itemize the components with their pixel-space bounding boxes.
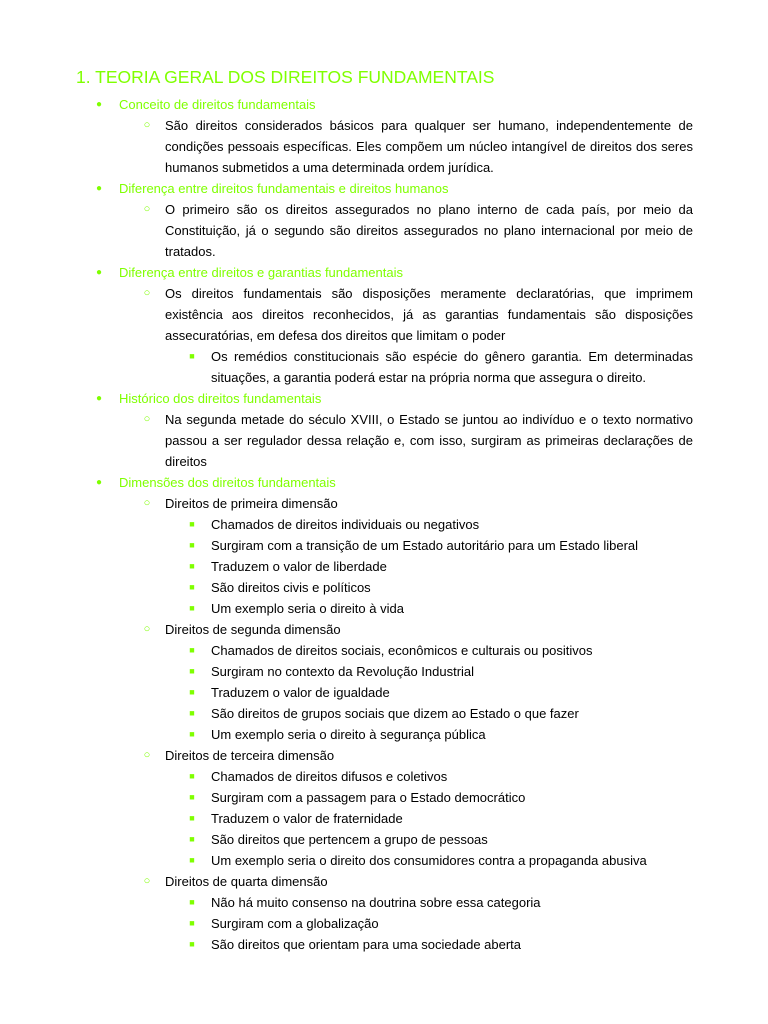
- paragraph-line: tratados.: [165, 244, 216, 259]
- level2-bullet-icon: ○: [143, 119, 151, 131]
- level3-bullet-icon: ■: [189, 351, 195, 361]
- paragraph-line: Na segunda metade do século XVIII, o Estado se juntou ao indivíduo e o texto normativo: [165, 412, 693, 427]
- section-heading-text: Diferença entre direitos e garantias fundamentais: [119, 265, 403, 280]
- paragraph-line: passou a ser regulador dessa relação e, com isso, surgiram as primeiras declarações de: [165, 433, 693, 448]
- section-heading-text: Diferença entre direitos fundamentais e direitos humanos: [119, 181, 449, 196]
- list-item-text: Surgiram com a passagem para o Estado democrático: [211, 790, 526, 805]
- level3-bullet-icon: ■: [189, 939, 195, 949]
- level3-bullet-icon: ■: [189, 645, 195, 655]
- level3-bullet-icon: ■: [189, 666, 195, 676]
- level3-bullet-icon: ■: [189, 540, 195, 550]
- level2-bullet-icon: ○: [143, 287, 151, 299]
- paragraph-line: situações, a garantia poderá estar na própria norma que assegura o direito.: [211, 370, 647, 385]
- level1-bullet-icon: ●: [95, 99, 103, 110]
- paragraph-line: condições pessoais específicas. Eles compõem um núcleo intangível de direitos dos seres: [165, 139, 693, 154]
- level3-bullet-icon: ■: [189, 855, 195, 865]
- level2-bullet-icon: ○: [143, 413, 151, 425]
- level2-bullet-icon: ○: [143, 875, 151, 887]
- paragraph-line: São direitos considerados básicos para qualquer ser humano, independentemente de: [165, 118, 693, 133]
- list-item-text: Chamados de direitos difusos e coletivos: [211, 769, 448, 784]
- level2-bullet-icon: ○: [143, 203, 151, 215]
- list-item-text: Surgiram no contexto da Revolução Industrial: [211, 664, 475, 679]
- level2-bullet-icon: ○: [143, 623, 151, 635]
- list-item-text: Um exemplo seria o direito à segurança pública: [211, 727, 486, 742]
- paragraph-diferenca-humanos: [165, 199, 693, 262]
- level3-bullet-icon: ■: [189, 729, 195, 739]
- level2-bullet-icon: ○: [143, 749, 151, 761]
- level3-bullet-icon: ■: [189, 771, 195, 781]
- list-item-text: Um exemplo seria o direito dos consumidores contra a propaganda abusiva: [211, 853, 647, 868]
- section-heading-text: Dimensões dos direitos fundamentais: [119, 475, 336, 490]
- level3-bullet-icon: ■: [189, 519, 195, 529]
- list-item-label: Direitos de primeira dimensão: [165, 496, 338, 511]
- level3-bullet-icon: ■: [189, 561, 195, 571]
- level3-bullet-icon: ■: [189, 792, 195, 802]
- list-item-text: São direitos civis e políticos: [211, 580, 371, 595]
- list-item-label: Direitos de terceira dimensão: [165, 748, 335, 763]
- list-item-text: Traduzem o valor de fraternidade: [211, 811, 403, 826]
- paragraph-line: O primeiro são os direitos assegurados no plano interno de cada país, por meio da: [165, 202, 693, 217]
- level3-bullet-icon: ■: [189, 582, 195, 592]
- section-heading-text: Conceito de direitos fundamentais: [119, 97, 316, 112]
- list-item-text: Surgiram com a transição de um Estado autoritário para um Estado liberal: [211, 538, 639, 553]
- list-item-text: Não há muito consenso na doutrina sobre essa categoria: [211, 895, 541, 910]
- list-item-text: Traduzem o valor de igualdade: [211, 685, 390, 700]
- level3-bullet-icon: ■: [189, 834, 195, 844]
- section-heading-text: Histórico dos direitos fundamentais: [119, 391, 322, 406]
- list-item-label: Direitos de segunda dimensão: [165, 622, 341, 637]
- paragraph-line: existência aos direitos reconhecidos, já as garantias fundamentais são disposições: [165, 307, 693, 322]
- level1-bullet-icon: ●: [95, 477, 103, 488]
- list-item-label: Direitos de quarta dimensão: [165, 874, 328, 889]
- list-item-text: São direitos que orientam para uma sociedade aberta: [211, 937, 522, 952]
- paragraph-remedios: [211, 346, 693, 388]
- list-item-text: São direitos de grupos sociais que dizem ao Estado o que fazer: [211, 706, 579, 721]
- paragraph-line: Os remédios constitucionais são espécie do gênero garantia. Em determinadas: [211, 349, 693, 364]
- paragraph-line: Constituição, já o segundo são direitos assegurados no plano internacional por meio de: [165, 223, 693, 238]
- paragraph-line: Os direitos fundamentais são disposições meramente declaratórias, que imprimem: [165, 286, 693, 301]
- paragraph-line: assecuratórias, em defesa dos direitos que limitam o poder: [165, 328, 506, 343]
- list-item-text: Traduzem o valor de liberdade: [211, 559, 387, 574]
- level3-bullet-icon: ■: [189, 918, 195, 928]
- page-title: 1. TEORIA GERAL DOS DIREITOS FUNDAMENTAIS: [76, 67, 495, 87]
- paragraph-diferenca-garantias: [165, 283, 693, 346]
- level3-bullet-icon: ■: [189, 708, 195, 718]
- list-item-text: Surgiram com a globalização: [211, 916, 379, 931]
- level1-bullet-icon: ●: [95, 267, 103, 278]
- paragraph-line: direitos: [165, 454, 207, 469]
- list-item-text: Um exemplo seria o direito à vida: [211, 601, 404, 616]
- list-item-text: São direitos que pertencem a grupo de pessoas: [211, 832, 488, 847]
- level3-bullet-icon: ■: [189, 897, 195, 907]
- level1-bullet-icon: ●: [95, 183, 103, 194]
- level3-bullet-icon: ■: [189, 813, 195, 823]
- list-item-text: Chamados de direitos individuais ou negativos: [211, 517, 480, 532]
- paragraph-historico: [165, 409, 693, 472]
- level3-bullet-icon: ■: [189, 603, 195, 613]
- level2-bullet-icon: ○: [143, 497, 151, 509]
- level3-bullet-icon: ■: [189, 687, 195, 697]
- paragraph-line: humanos submetidos a uma determinada ordem jurídica.: [165, 160, 494, 175]
- paragraph-conceito: [165, 115, 693, 178]
- level1-bullet-icon: ●: [95, 393, 103, 404]
- list-item-text: Chamados de direitos sociais, econômicos e culturais ou positivos: [211, 643, 593, 658]
